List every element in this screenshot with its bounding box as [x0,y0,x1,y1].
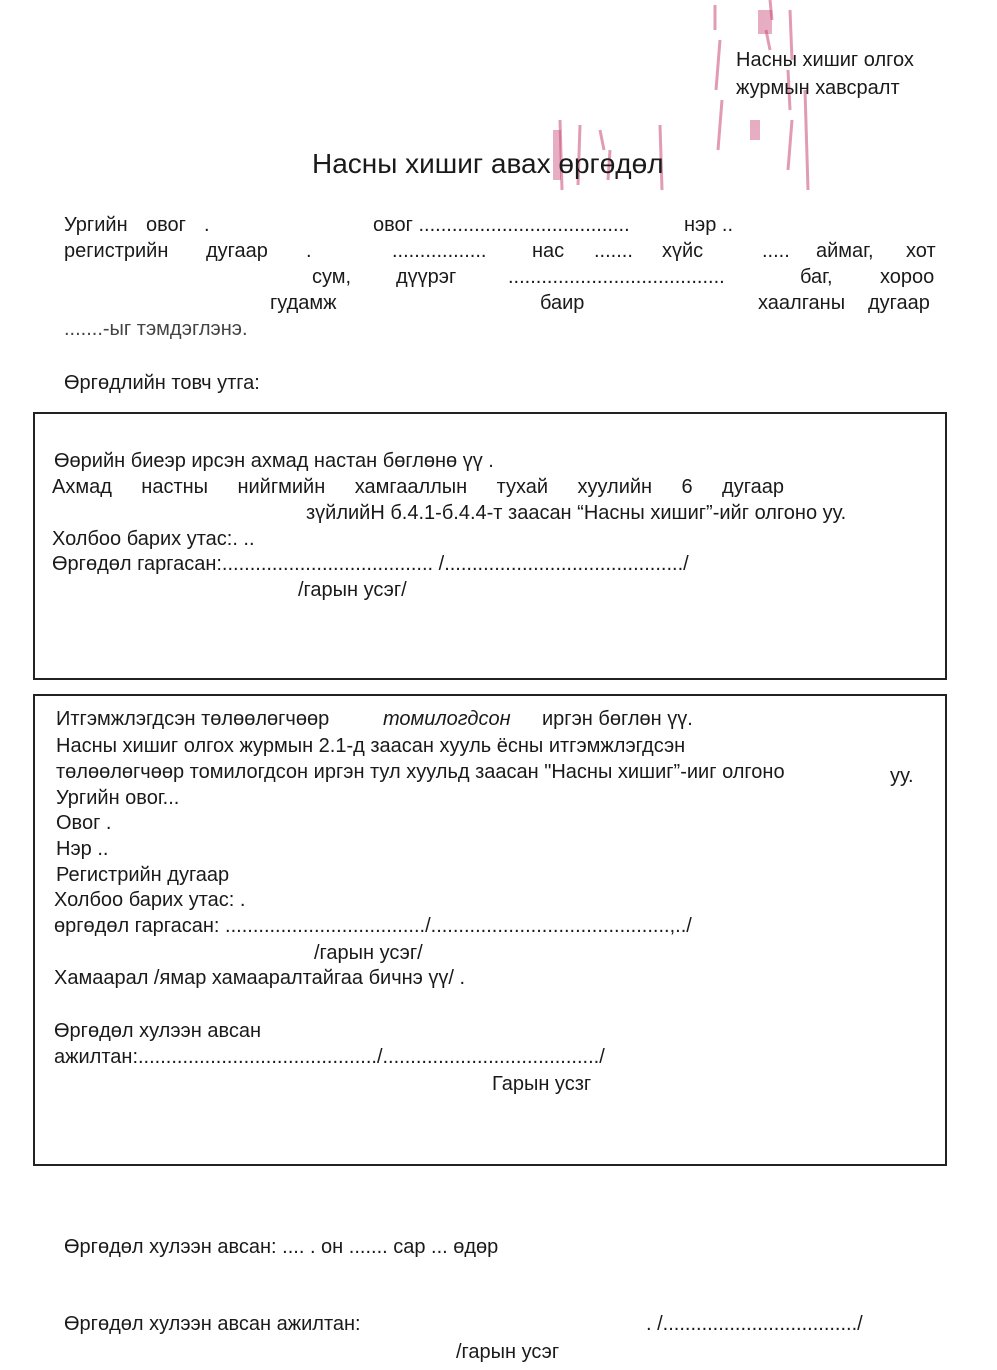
law-word: дугаар [722,476,784,498]
proxy-staff-line: ажилтан:.........................................../......................................./ [54,1046,605,1068]
self-law-line [52,476,784,499]
proxy-phone: Холбоо барих утас: . [54,889,246,911]
proxy-clan: Ургийн овог... [56,787,180,809]
appendix-note [736,46,956,102]
field-bag: баг, [800,266,833,288]
document-title: Насны хишиг авах өргөдөл [312,148,664,179]
proxy-instruction-b: томилогдсон [383,708,511,730]
proxy-register: Регистрийн дугаар [56,864,230,886]
proxy-received-label: Өргөдөл хулээн авсан [54,1020,262,1042]
proxy-instruction-a: Итгэмжлэгдсэн төлөөлөгчөөр [56,708,330,730]
summary-label: Өргөдлийн товч утга: [64,372,260,394]
proxy-signature-label: /гарын усэг/ [314,942,423,964]
proxy-applicant-line: өргөдөл гаргасан: ..................................../...........................................,../ [54,915,692,937]
proxy-relation: Хамаарал /ямар хамааралтайгаа бичнэ үү/ . [54,967,466,989]
field-register-number: дугаар [206,240,268,262]
field-clan-blank: . [204,214,210,236]
field-age-dots: ....... [594,240,633,262]
footer-staff-label: Өргөдөл хулээн авсан ажилтан: [64,1313,361,1335]
field-street: гудамж [270,292,337,314]
law-word: хамгааллын [354,476,468,498]
footer-received-date: Өргөдөл хулээн авсан: .... . он ....... сар ... өдөр [64,1236,499,1258]
field-age: нас [532,240,565,262]
self-instruction: Өөрийн биеэр ирсэн ахмад настан бөглөнө үү . [54,450,494,472]
self-signature-label: /гарын усэг/ [298,579,407,601]
field-register-label: регистрийн [64,240,169,262]
field-register-dots: ................. [392,240,487,262]
field-clan-surname: овог [146,214,186,236]
proxy-law-line: Насны хишиг олгох журмын 2.1-д заасан хууль ёсны итгэмжлэгдсэн [56,735,686,757]
footer-staff-line: . /.................................../ [646,1313,863,1335]
law-word: 6 [681,476,693,498]
proxy-name: Нэр .. [56,838,109,860]
footer-signature-label: /гарын усэг [456,1341,560,1363]
field-city: хот [906,240,936,262]
proxy-staff-signature: Гарын усзг [492,1073,592,1095]
field-district-dots: ....................................... [508,266,725,288]
field-gender: хүйс [662,240,704,262]
proxy-law-line-2: төлөөлөгчөөр томилогдсон иргэн тул хуульд заасан "Насны хишиг”-ииг олгоно [56,761,785,783]
self-applicant-line: Өргөдөл гаргасан:...................................... /.........................................../ [52,553,689,575]
field-surname: овог ...................................... [373,214,630,236]
self-law-clause: зүйлийН б.4.1-б.4.4-т заасан “Насны хишиг”-ийг олгоно уу. [306,502,847,524]
field-door: хаалганы [758,292,846,314]
field-building: баир [540,292,585,314]
proxy-instruction-c: иргэн бөглөн үү. [542,708,693,730]
field-gender-dots: ..... [762,240,790,262]
field-name: нэр .. [684,214,734,236]
field-aimag: аймаг, [816,240,874,262]
field-district: дүүрэг [396,266,457,288]
appendix-line-2: журмын хавсралт [736,77,900,99]
self-phone: Холбоо барих утас:. .. [52,528,255,550]
proxy-law-line-end: уу. [890,765,914,787]
field-note: .......-ыг тэмдэглэнэ. [64,318,248,340]
field-register-blank: . [306,240,312,262]
law-word: Ахмад [52,476,112,498]
law-word: тухай [496,476,549,498]
field-clan-label: Ургийн [64,214,128,236]
appendix-line-1: Насны хишиг олгох [736,49,914,71]
proxy-surname: Овог . [56,812,112,834]
law-word: нийгмийн [237,476,326,498]
law-word: хуулийн [577,476,653,498]
field-sum: сум, [312,266,352,288]
field-door-number: дугаар [868,292,930,314]
field-khoroo: хороо [880,266,935,288]
law-word: настны [141,476,209,498]
